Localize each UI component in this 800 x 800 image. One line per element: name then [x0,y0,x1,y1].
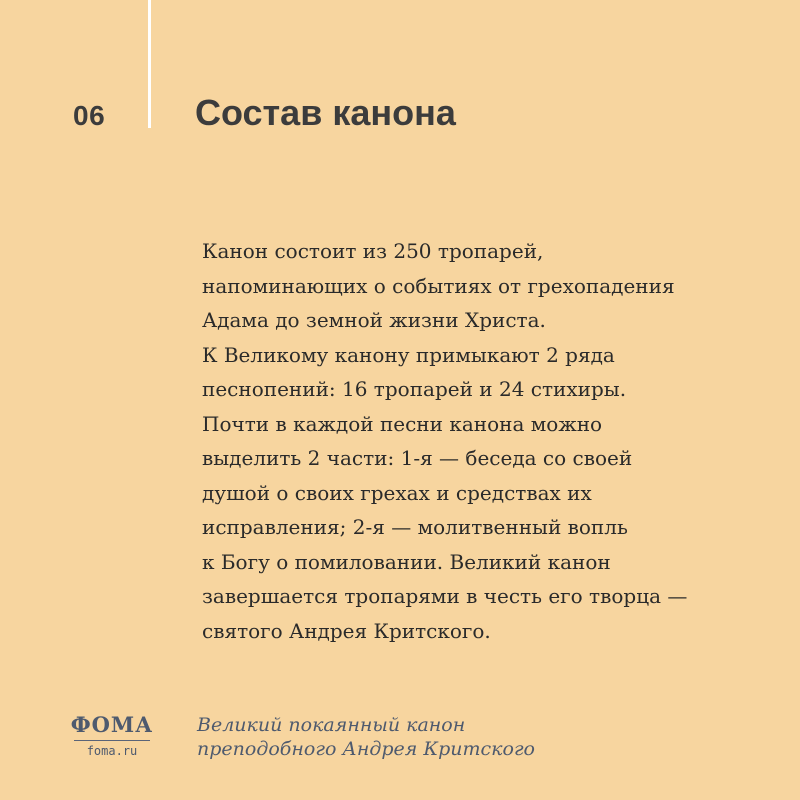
caption-line-1: Великий покаянный канон [197,714,466,736]
logo-wordmark: ФОМА [70,712,154,737]
foma-logo[interactable] [66,712,158,758]
slide-number: 06 [73,100,106,131]
header-divider [148,0,151,128]
logo-divider [74,740,150,741]
caption-line-2: преподобного Андрея Критского [197,738,535,760]
page-title: Состав канона [195,92,456,133]
body-text: Канон состоит из 250 тропарей, напоминающих о событиях от грехопадения Адама до земной жизни Христа. К Великому канону примыкают 2 ряда песнопений: 16 тропарей и 24 стихиры. Почти в каждой песни канона можно выделить 2 части: 1-я — беседа со своей душой о своих грехах и средствах их исправления; 2-я — молитвенный вопль к Богу о помиловании. Великий канон завершается тропарями в честь его творца — святого Андрея Критского. [202,239,688,643]
footer-caption [197,713,535,761]
logo-url: foma.ru [86,744,138,758]
